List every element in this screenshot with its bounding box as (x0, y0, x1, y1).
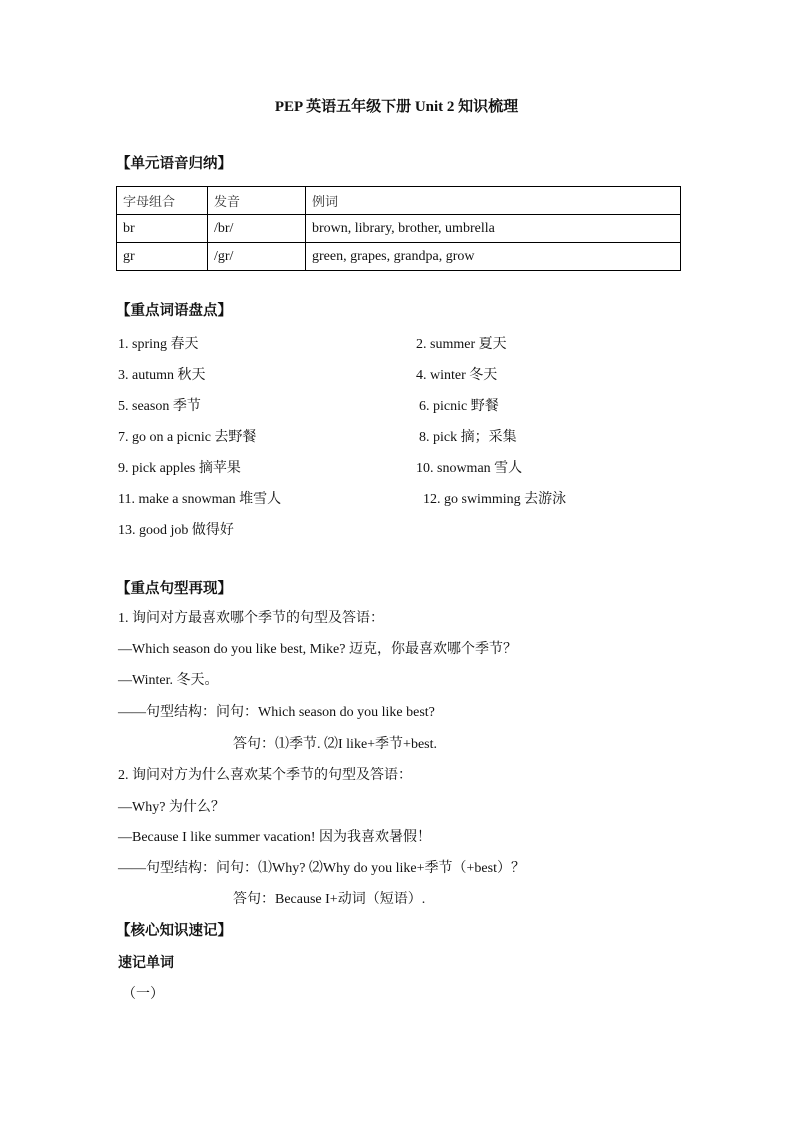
table-header: 例词 (306, 187, 681, 215)
section-heading-vocabulary: 【重点词语盘点】 (116, 303, 232, 319)
table-header-row (117, 187, 681, 215)
vocab-item: 10. snowman 雪人 (416, 461, 523, 476)
section-heading-phonics: 【单元语音归纳】 (116, 156, 232, 172)
vocab-item: 7. go on a picnic 去野餐 (118, 430, 257, 445)
vocab-item: 4. winter 冬天 (416, 368, 498, 383)
vocab-item: 8. pick 摘；采集 (419, 430, 517, 445)
section-heading-core: 【核心知识速记】 (116, 923, 232, 939)
table-cell: brown, library, brother, umbrella (306, 215, 681, 243)
table-cell: /br/ (208, 215, 306, 243)
table-header: 发音 (208, 187, 306, 215)
sentence-line: —Which season do you like best, Mike? 迈克，你最喜欢哪个季节？ (118, 642, 517, 657)
part-label: （一） (122, 987, 164, 1002)
table-header: 字母组合 (117, 187, 208, 215)
section-heading-sentences: 【重点句型再现】 (116, 581, 232, 597)
sentence-line: 2. 询问对方为什么喜欢某个季节的句型及答语： (118, 768, 412, 783)
vocab-item: 11. make a snowman 堆雪人 (118, 492, 282, 507)
sentence-line: 答句：⑴季节. ⑵I like+季节+best. (233, 737, 437, 752)
table-cell: br (117, 215, 208, 243)
vocab-item: 9. pick apples 摘苹果 (118, 461, 241, 476)
vocab-item: 2. summer 夏天 (416, 337, 507, 352)
vocab-item: 3. autumn 秋天 (118, 368, 206, 383)
page-title: PEP 英语五年级下册 Unit 2 知识梳理 (274, 99, 519, 115)
table-cell: gr (117, 243, 208, 271)
phonics-table (116, 186, 681, 271)
sentence-line: —Why? 为什么？ (118, 800, 225, 815)
vocab-item: 12. go swimming 去游泳 (423, 492, 567, 507)
table-cell: /gr/ (208, 243, 306, 271)
subheading: 速记单词 (118, 956, 174, 971)
table-row (117, 215, 681, 243)
sentence-line: 1. 询问对方最喜欢哪个季节的句型及答语： (118, 611, 384, 626)
vocab-item: 13. good job 做得好 (118, 523, 234, 538)
sentence-line: —Because I like summer vacation! 因为我喜欢暑假！ (118, 830, 431, 845)
table-row (117, 243, 681, 271)
vocab-item: 6. picnic 野餐 (419, 399, 499, 414)
sentence-line: ——句型结构：问句：Which season do you like best? (118, 705, 435, 720)
sentence-line: 答句：Because I+动词（短语）. (233, 892, 426, 907)
table-cell: green, grapes, grandpa, grow (306, 243, 681, 271)
sentence-line: ——句型结构：问句：⑴Why? ⑵Why do you like+季节（+best）？ (118, 861, 525, 876)
vocab-item: 1. spring 春天 (118, 337, 199, 352)
vocab-item: 5. season 季节 (118, 399, 201, 414)
sentence-line: —Winter. 冬天。 (118, 673, 219, 688)
